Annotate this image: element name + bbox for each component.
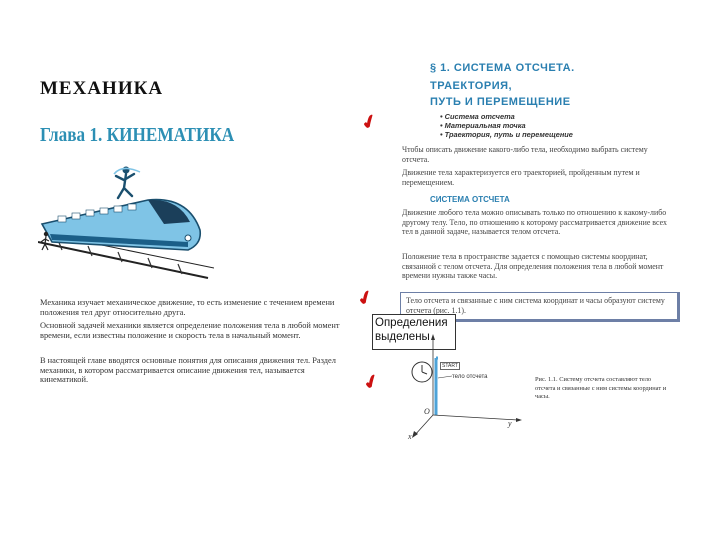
body-paragraph: Движение тела характеризуется его траекторией, пройденным путем и перемещением. bbox=[402, 168, 640, 187]
y-axis-label: y bbox=[508, 419, 512, 428]
start-label: START bbox=[442, 363, 458, 369]
check-mark-icon: ✔ bbox=[360, 369, 383, 395]
subheading: СИСТЕМА ОТСЧЕТА bbox=[430, 195, 510, 204]
check-mark-icon: ✔ bbox=[354, 285, 377, 311]
chapter-title: Глава 1. КИНЕМАТИКА bbox=[40, 124, 235, 146]
paragraph-heading: § 1. СИСТЕМА ОТСЧЕТА. bbox=[430, 62, 575, 74]
task-paragraph: Основной задачей механики является определение положения тела в любой момент времени, если известны положение и скорость тела в начальный момент. bbox=[40, 321, 340, 340]
reference-body-label: тело отсчета bbox=[452, 374, 488, 380]
train-illustration bbox=[38, 150, 214, 282]
body-paragraph: Чтобы описать движение какого-либо тела, необходимо выбрать систему отсчета. bbox=[402, 145, 648, 164]
paragraph-heading: ТРАЕКТОРИЯ, bbox=[430, 80, 513, 92]
chapter-summary-paragraph: В настоящей главе вводятся основные понятия для описания движения тел. Раздел механики, в котором рассматривается описание движения тел, называется кинематикой. bbox=[40, 356, 336, 385]
figure-caption: Рис. 1.1. Систему отсчета составляют тело отсчета и связанные с ним системы координат и часы. bbox=[535, 376, 667, 401]
paragraph-heading: ПУТЬ И ПЕРЕМЕЩЕНИЕ bbox=[430, 96, 571, 108]
body-paragraph: Движение любого тела можно описывать только по отношению к какому-либо другому телу. Тело, по отношению к которому рассматривается движение всех тел в данной задаче, называется телом отсчета. bbox=[402, 208, 667, 237]
x-axis-label: x bbox=[408, 432, 412, 441]
reference-frame-figure bbox=[400, 330, 540, 448]
body-paragraph: Положение тела в пространстве задается с помощью системы координат, связанной с телом отсчета. Для определения положения тела в любой момент времени нужны также часы. bbox=[402, 252, 664, 281]
definitions-callout: Определения выделены bbox=[372, 314, 456, 350]
origin-label: O bbox=[424, 407, 430, 416]
intro-paragraph: Механика изучает механическое движение, то есть изменение с течением времени положения тел друг относительно друга. bbox=[40, 298, 335, 317]
topic-bullet: • Траектория, путь и перемещение bbox=[440, 130, 573, 139]
topic-bullet: • Система отсчета bbox=[440, 112, 515, 121]
check-mark-icon: ✔ bbox=[358, 109, 381, 135]
definition-text: Тело отсчета и связанные с ним система координат и часы образуют систему отсчета (рис. 1.1). bbox=[406, 296, 665, 315]
section-title: МЕХАНИКА bbox=[40, 78, 164, 99]
topic-bullet: • Материальная точка bbox=[440, 121, 526, 130]
